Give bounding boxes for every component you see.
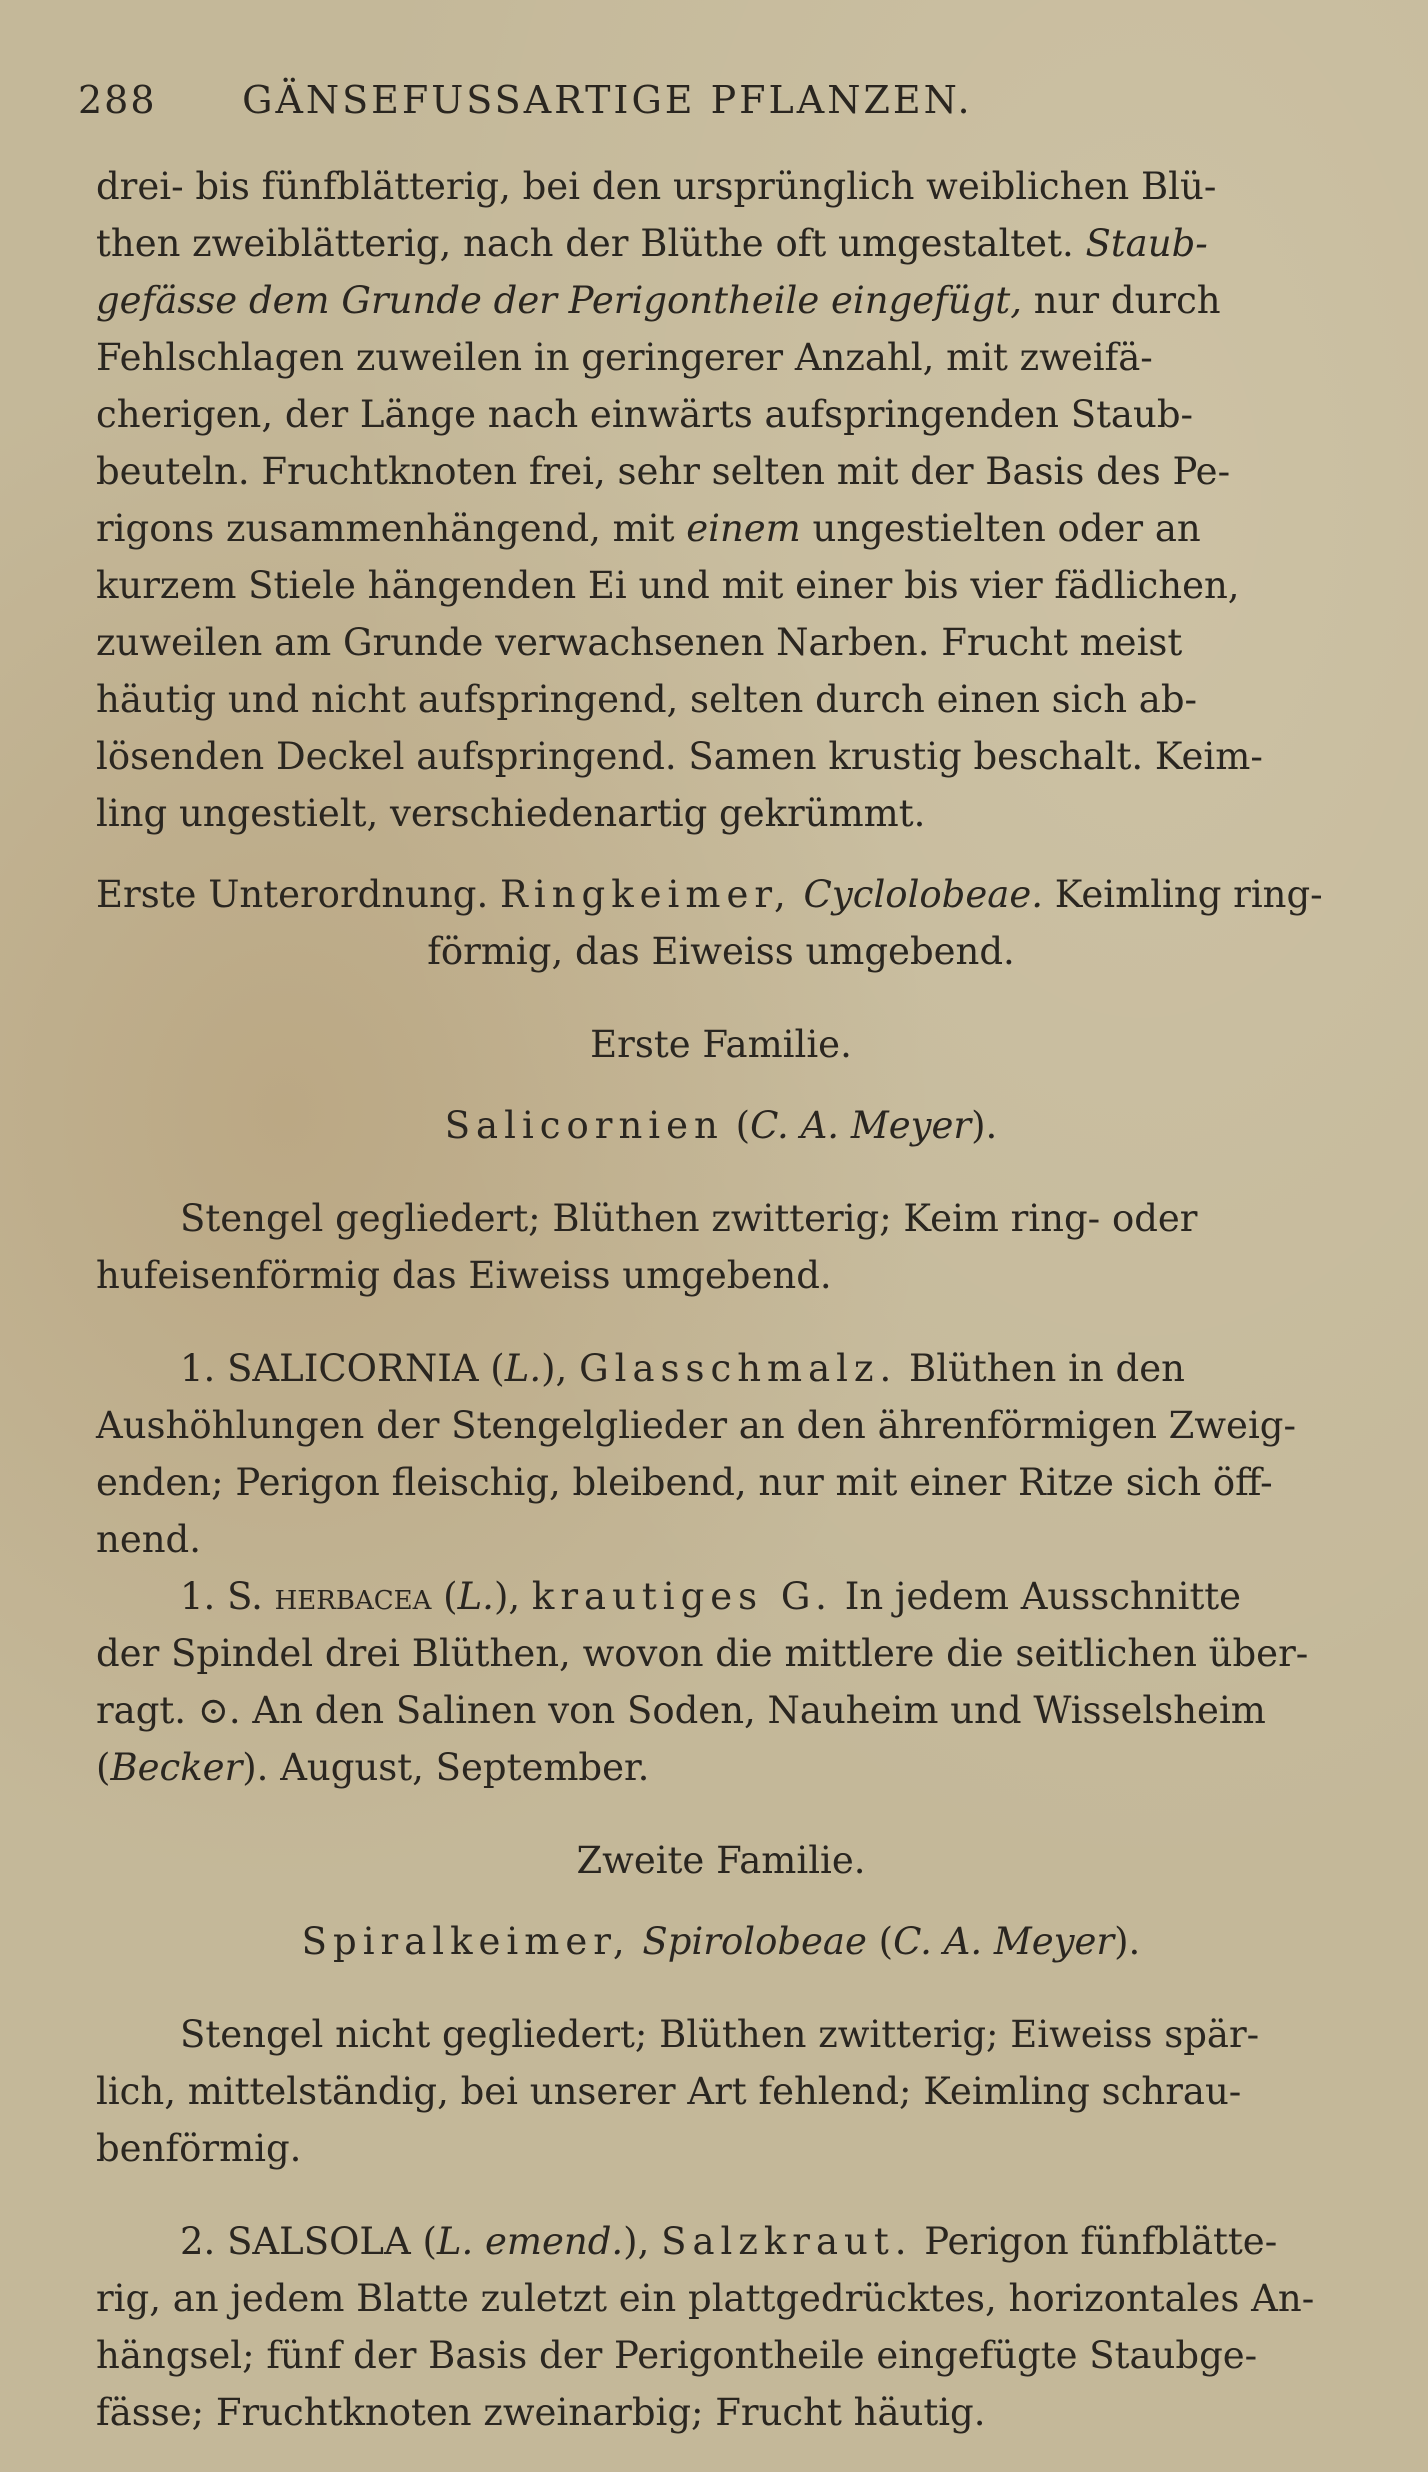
family1-label: Erste Familie. (590, 1023, 852, 1066)
body-text (96, 158, 1346, 2441)
intro-paragraph: drei- bis fünfblätterig, bei den ursprünglich weiblichen Blü- then zweiblätterig, nach der Blüthe oft umgestaltet. Staub- gefässe dem Grunde der Perigontheile eingefügt, nur durch Fehlschlagen zuweilen in geringerer Anzahl, mit zweifä- cherigen, der Länge nach einwärts aufspringenden Staub- beuteln. Fruchtknoten frei, sehr selten mit der Basis des Pe- rigons zusammenhängend, mit einem ungestielten oder an kurzem Stiele hängenden Ei und mit einer bis vier fädlichen, zuweilen am Grunde verwachsenen Narben. Frucht meist häutig und nicht aufspringend, selten durch einen sich ab- lösenden Deckel aufspringend. Samen krustig beschalt. Keim- ling ungestielt, verschiedenartig gekrümmt. (96, 165, 1263, 835)
family2-name: Spiralkeimer, Spirolobeae (C. A. Meyer). (301, 1920, 1141, 1963)
page-number: 288 (78, 78, 157, 122)
family1-description: Stengel gegliedert; Blüthen zwitterig; Keim ring- oder hufeisenförmig das Eiweiss umgebend. (96, 1197, 1198, 1297)
genus2-entry: 2. SALSOLA (L. emend.), Salzkraut. Perigon fünfblätte- rig, an jedem Blatte zuletzt ein plattgedrücktes, horizontales An- hängsel; fünf der Basis der Perigontheile eingefügte Staubge- fässe; Fruchtknoten zweinarbig; Frucht häutig. (96, 2220, 1315, 2434)
family2-description: Stengel nicht gegliedert; Blüthen zwitterig; Eiweiss spär- lich, mittelständig, bei unserer Art fehlend; Keimling schrau- benförmig. (96, 2013, 1260, 2170)
family2-label: Zweite Familie. (576, 1839, 866, 1882)
suborder-heading-line2: förmig, das Eiweiss umgebend. (427, 930, 1015, 973)
running-header (78, 78, 1348, 122)
running-title: GÄNSEFUSSARTIGE PFLANZEN. (242, 78, 973, 122)
genus1-entry: 1. SALICORNIA (L.), Glasschmalz. Blüthen in den Aushöhlungen der Stengelglieder an den ährenförmigen Zweig- enden; Perigon fleischig, bleibend, nur mit einer Ritze sich öff- nend. (96, 1347, 1296, 1561)
suborder-heading: Erste Unterordnung. Ringkeimer, Cyclolobeae. Keimling ring- (96, 873, 1323, 916)
species1-entry: 1. S. herbacea (L.), krautiges G. In jedem Ausschnitte der Spindel drei Blüthen, wovon die mittlere die seitlichen über- ragt. ⊙. An den Salinen von Soden, Nauheim und Wisselsheim (Becker). August, September. (96, 1575, 1309, 1789)
family1-name: Salicornien (C. A. Meyer). (444, 1104, 998, 1147)
